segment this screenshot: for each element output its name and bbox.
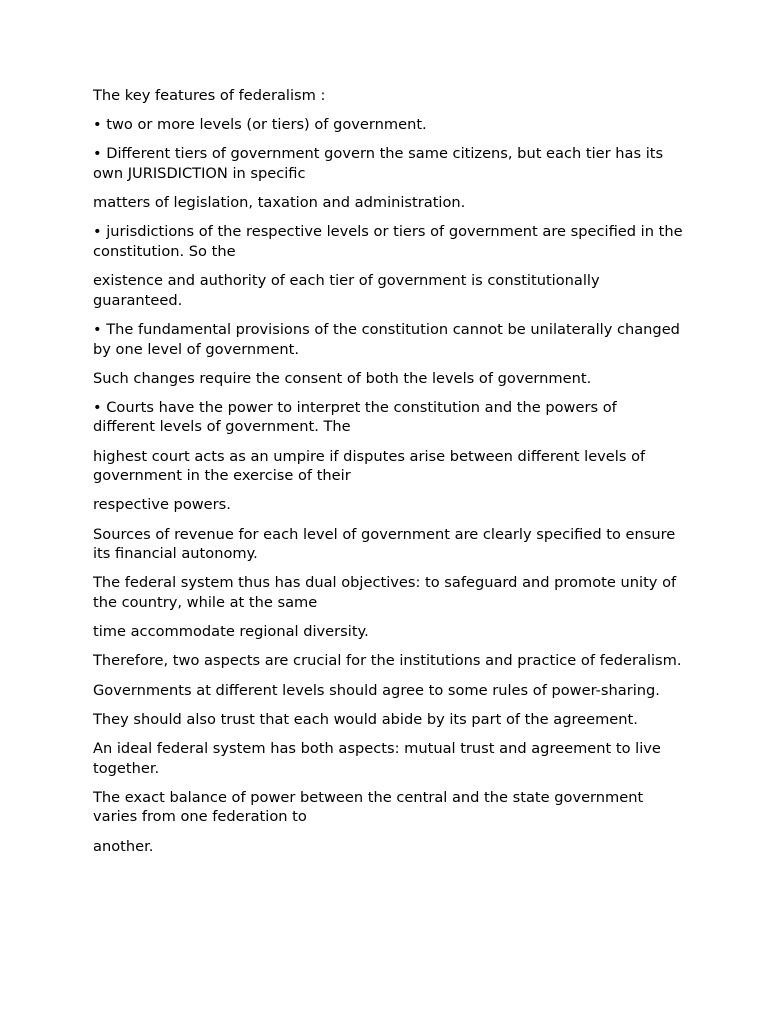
document-page: [93, 86, 683, 866]
paragraph: Governments at different levels should agree to some rules of power-sharing.: [93, 681, 660, 699]
paragraph: • The fundamental provisions of the constitution cannot be unilaterally changed by one level of government.: [93, 320, 680, 358]
paragraph: respective powers.: [93, 496, 231, 514]
paragraph: time accommodate regional diversity.: [93, 623, 369, 641]
paragraph: They should also trust that each would abide by its part of the agreement.: [93, 710, 638, 728]
paragraph: An ideal federal system has both aspects: mutual trust and agreement to live together.: [93, 739, 661, 777]
paragraph: • Different tiers of government govern the same citizens, but each tier has its own JURISDICTION in specific: [93, 145, 664, 182]
paragraph: another.: [93, 837, 154, 855]
document-heading: The key features of federalism :: [93, 87, 326, 104]
paragraph: Therefore, two aspects are crucial for the institutions and practice of federalism.: [93, 652, 682, 670]
paragraph: • jurisdictions of the respective levels or tiers of government are specified in the constitution. So the: [93, 223, 683, 260]
paragraph: The exact balance of power between the central and the state government varies from one federation to: [93, 788, 644, 826]
paragraph: • Courts have the power to interpret the constitution and the powers of different levels of government. The: [93, 398, 617, 436]
paragraph: • two or more levels (or tiers) of government.: [93, 116, 427, 134]
paragraph: Such changes require the consent of both the levels of government.: [93, 369, 592, 387]
paragraph: existence and authority of each tier of government is constitutionally guaranteed.: [93, 272, 600, 309]
paragraph: highest court acts as an umpire if disputes arise between different levels of government in the exercise of their: [93, 447, 646, 485]
paragraph: Sources of revenue for each level of government are clearly specified to ensure its financial autonomy.: [93, 525, 676, 563]
paragraph: matters of legislation, taxation and administration.: [93, 194, 466, 212]
paragraph: The federal system thus has dual objectives: to safeguard and promote unity of the country, while at the same: [93, 574, 677, 611]
